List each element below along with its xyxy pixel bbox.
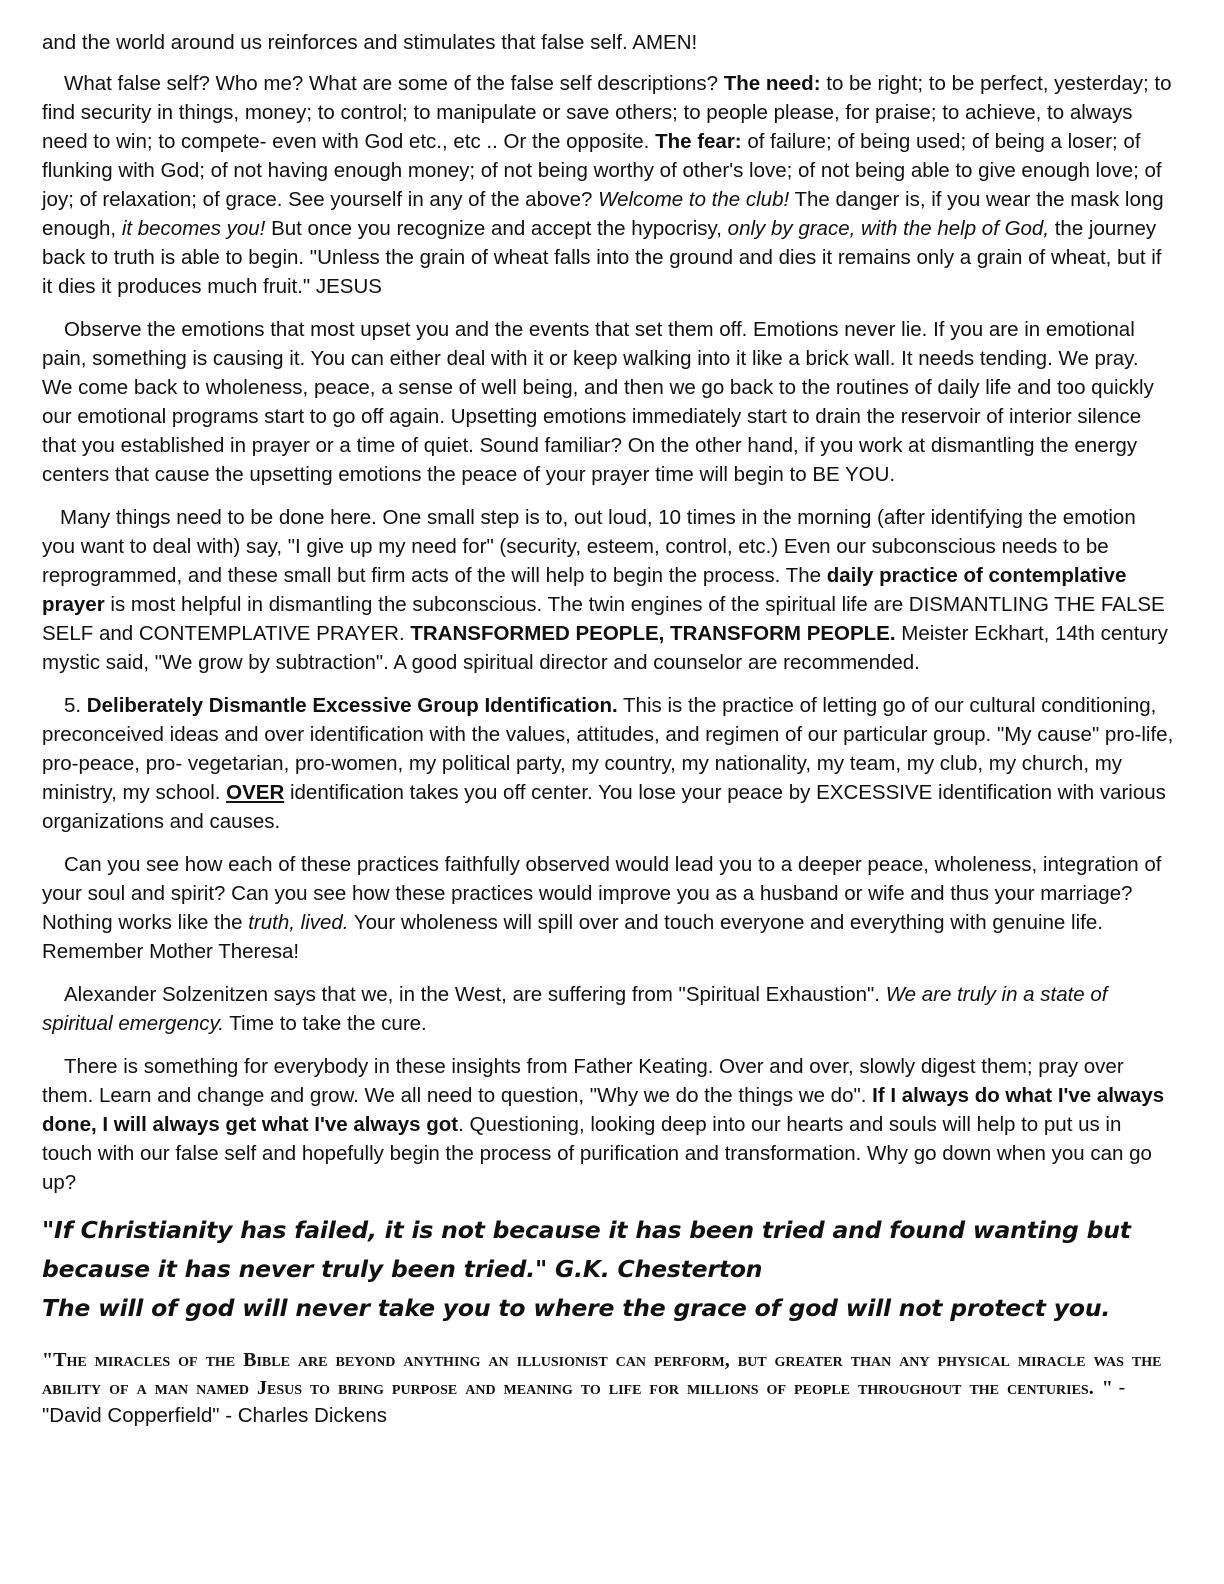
text-run: is most helpful in dismantling the subconscious. The twin engines of the spiritual life are DISMANTLING THE FALSE SELF and CONTEMPLATIVE PRAYER. <box>42 593 1165 645</box>
text-run: Observe the emotions that most upset you and the events that set them off. Emotions never lie. If you are in emotional pain, something is causing it. You can either deal with it or keep walking into it like a brick wall. It needs tending. We pray. We come back to wholeness, peace, a sense of well being, and then we go back to the routines of daily life and too quickly our emotional programs start to go off again. Upsetting emotions immediately start to drain the reservoir of interior silence that you established in prayer or a time of quiet. Sound familiar? On the other hand, if you work at dismantling the energy centers that cause the upsetting emotions the peace of your prayer time will begin to BE YOU. <box>42 318 1154 486</box>
text-run: Your wholeness will spill over and touch everyone and everything with genuine life. Remember Mother Theresa! <box>42 911 1103 963</box>
paragraph-intro <box>42 28 1174 57</box>
text-run: the journey back to truth is able to begin. "Unless the grain of wheat falls into the ground and dies it remains only a grain of wheat, but if it dies it produces much fruit." JESUS <box>42 217 1162 298</box>
quote-block <box>42 1211 1174 1328</box>
text-run: The danger is, if you wear the mask long enough, <box>42 188 1164 240</box>
text-run: to be right; to be perfect, yesterday; to find security in things, money; to control; to manipulate or save others; to people please, for praise; to achieve, to always need to win; to compete- even with God etc., etc .. Or the opposite. <box>42 72 1172 153</box>
chesterton-quote: "If Christianity has failed, it is not because it has been tried and found wanting but because it has never truly been tried." G.K. Chesterton <box>42 1216 1131 1283</box>
italic-becomes-you: it becomes you! <box>121 217 266 240</box>
text-run: Meister Eckhart, 14th century mystic said, "We grow by subtraction". A good spiritual director and counselor are recommended. <box>42 622 1168 674</box>
bold-heading-dismantle: Deliberately Dismantle Excessive Group Identification. <box>86 694 618 717</box>
dickens-quote-text: "The miracles of the Bible are beyond anything an illusionist can perform, but greater than any physical miracle was the ability of a man named Jesus to bring purpose and meaning to life for millions of people throughout the centuries. " <box>42 1349 1162 1399</box>
text-run: This is the practice of letting go of our cultural conditioning, preconceived ideas and over identification with the values, attitudes, and regimen of our particular group. "My cause" pro-life, pro-peace, pro- vegetarian, pro-women, my political party, my country, my nationality, my team, my club, my church, my ministry, my school. <box>42 694 1174 804</box>
paragraph-practices <box>42 850 1174 966</box>
bold-always-done: If I always do what I've always done, I will always get what I've always got <box>42 1084 1165 1136</box>
text-run: identification takes you off center. You lose your peace by EXCESSIVE identification with various organizations and causes. <box>42 781 1166 833</box>
text-run: . Questioning, looking deep into our hearts and souls will help to put us in touch with our false self and hopefully begin the process of purification and transformation. Why go down when you can go up? <box>42 1113 1152 1194</box>
paragraph-group-identification <box>42 691 1174 836</box>
dickens-attribution: - "David Copperfield" - Charles Dickens <box>42 1376 1126 1427</box>
paragraph-solzenitzen <box>42 980 1174 1038</box>
paragraph-emotions <box>42 315 1174 489</box>
text-run: Can you see how each of these practices faithfully observed would lead you to a deeper peace, wholeness, integration of your soul and spirit? Can you see how these practices would improve you as a husband or wife and thus your marriage? Nothing works like the <box>42 853 1162 934</box>
text-run: Many things need to be done here. One small step is to, out loud, 10 times in the morning (after identifying the emotion you want to deal with) say, "I give up my need for" (security, esteem, control, etc.) Even our subconscious needs to be reprogrammed, and these small but firm acts of the will help to begin the process. The <box>42 506 1136 587</box>
bold-the-need: The need: <box>723 72 821 95</box>
intro-text: and the world around us reinforces and stimulates that false self. AMEN! <box>42 31 698 54</box>
bold-the-fear: The fear: <box>655 130 742 153</box>
dickens-quote <box>42 1346 1174 1430</box>
italic-welcome: Welcome to the club! <box>598 188 790 211</box>
underline-over: OVER <box>226 781 285 804</box>
bold-daily-practice: daily practice of contemplative prayer <box>42 564 1127 616</box>
italic-truth-lived: truth, lived. <box>248 911 349 934</box>
text-run: There is something for everybody in these insights from Father Keating. Over and over, slowly digest them; pray over them. Learn and change and grow. We all need to question, "Why we do the things we do". <box>42 1055 1124 1107</box>
text-run: But once you recognize and accept the hypocrisy, <box>265 217 728 240</box>
paragraph-many-things <box>42 503 1174 677</box>
text-run: What false self? Who me? What are some of the false self descriptions? <box>64 72 724 95</box>
bold-transformed-people: TRANSFORMED PEOPLE, TRANSFORM PEOPLE. <box>410 622 896 645</box>
text-run: 5. <box>64 694 87 717</box>
text-run: Alexander Solzenitzen says that we, in the West, are suffering from "Spiritual Exhaustion". <box>64 983 886 1006</box>
text-run: Time to take the cure. <box>223 1012 427 1035</box>
italic-by-grace: only by grace, with the help of God, <box>727 217 1050 240</box>
text-run: of failure; of being used; of being a loser; of flunking with God; of not having enough money; of not being worthy of other's love; of not being able to give enough love; of joy; of relaxation; of grace. See yourself in any of the above? <box>42 130 1162 211</box>
paragraph-keating <box>42 1052 1174 1197</box>
paragraph-false-self <box>42 69 1174 301</box>
italic-emergency: We are truly in a state of spiritual emergency. <box>42 983 1108 1035</box>
will-of-god-quote: The will of god will never take you to where the grace of god will not protect you. <box>42 1294 1111 1322</box>
